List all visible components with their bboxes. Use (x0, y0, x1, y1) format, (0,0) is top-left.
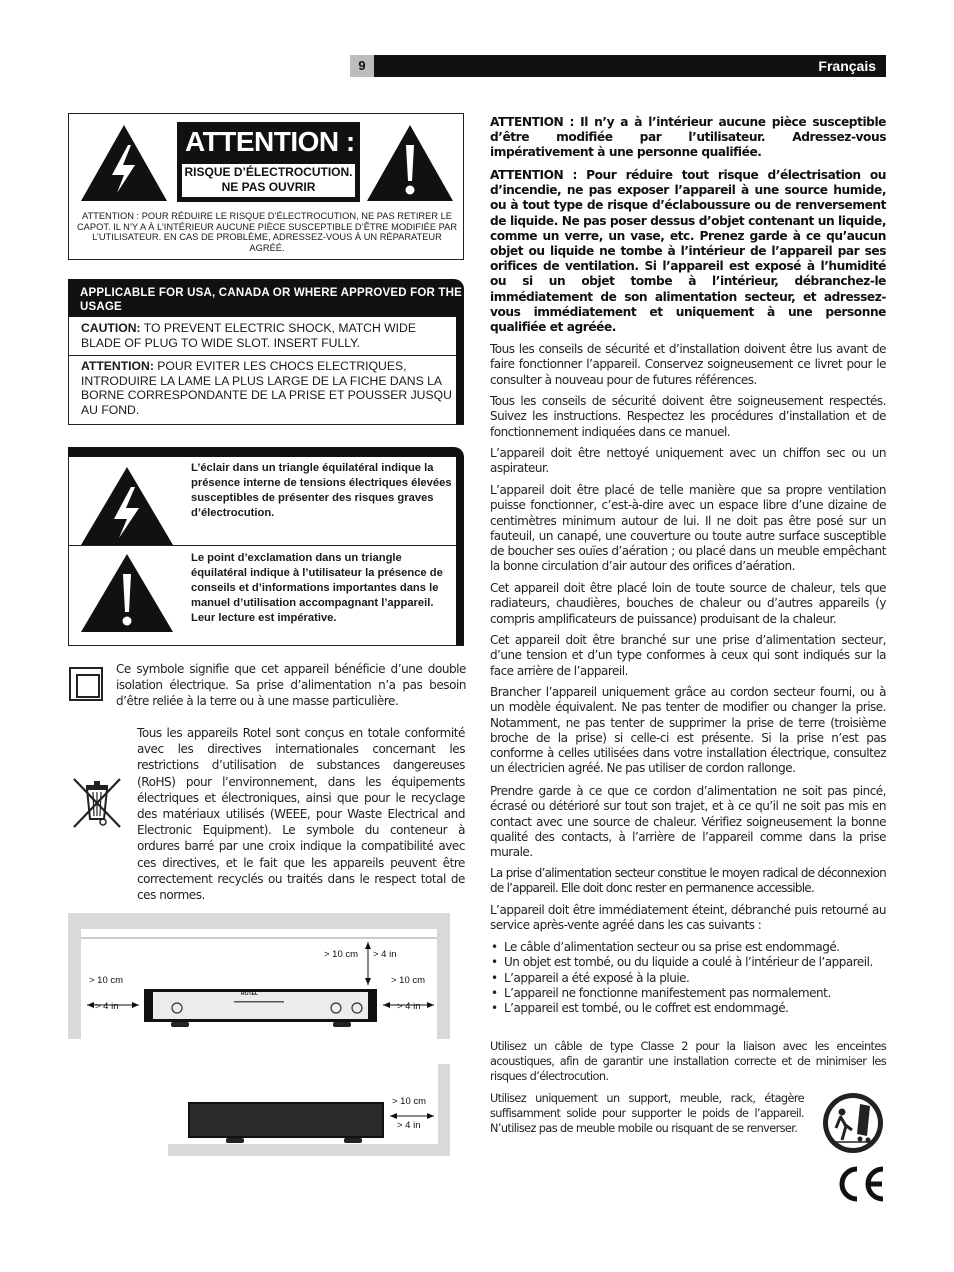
left-clearance-in: > 4 in (95, 1001, 119, 1012)
page-header (350, 55, 886, 77)
right-clearance-in: > 4 in (397, 1001, 421, 1012)
diagram-area (81, 929, 437, 1039)
safety-paragraph-10: L’appareil doit être immédiatement éteint, débranché puis retourné au service après-vente agréé dans les cas suivants : (490, 903, 886, 933)
ce-mark-icon (833, 1164, 887, 1204)
plug-heading: APPLICABLE FOR USA, CANADA OR WHERE APPROVED FOR THE USAGE (68, 279, 464, 317)
ventilation-diagram-front (68, 913, 450, 1039)
language-label: Français (818, 58, 876, 74)
subtitle-line-2: NE PAS OUVRIR (221, 180, 316, 194)
safety-paragraph-2: Tous les conseils de sécurité doivent être soigneusement respectés. Suivez les instructions. Respectez les procédures d’installation et de fonctionnement indiquées dans ce manuel. (490, 394, 886, 439)
safety-paragraph-1: Tous les conseils de sécurité et d’installation doivent être lus avant de faire fonctionner l’appareil. Conservez soigneusement ce livret pour le consulter à nouveau pour de futures références. (490, 342, 886, 387)
plug-body (68, 317, 464, 425)
weee-bin-icon (70, 775, 124, 831)
rohs-weee-text: Tous les appareils Rotel sont conçus en totale conformité avec les directives internationales concernant les restrictions d’utilisation de substances dangereuses (RoHS) pour l’environnement, dans les équipements électriques et électroniques, ainsi que pour le recyclage des matériaux utilisés (WEEE, pour Waste Electrical and Electronic Equipment). Le symbole du conteneur à ordures barré par une croix indique la compatibilité avec ces directives, et le fait que les appareils peuvent être correctement recyclés ou traités dans le respect total de ces normes. (137, 726, 465, 903)
panel-top-bar (68, 447, 464, 457)
exclamation-triangle-icon (79, 552, 175, 634)
divider (69, 355, 457, 356)
safety-paragraph-4: L’appareil doit être placé de telle manière que sa propre ventilation puisse fonctionner, c’est-à-dire avec un espace libre d’une dizaine de centimètres minimum autour de lui. Il ne doit pas être posé sur un fauteuil, un canapé, une couverture ou toute autre surface susceptible de boucher ses ouïes d’aération ; ou placé dans un meuble empêchant la bonne circulation d’air autour des orifices d’aération. (490, 483, 886, 574)
double-insulation-icon (69, 667, 103, 701)
attention-label: ATTENTION: (81, 359, 154, 373)
subtitle-line-1: RISQUE D’ÉLECTROCUTION. (184, 165, 353, 179)
divider (69, 545, 457, 546)
list-item: • Le câble d’alimentation secteur ou sa prise est endommagé. (490, 940, 886, 955)
list-item: • L’appareil ne fonctionne manifestement pas normalement. (490, 986, 886, 1001)
safety-paragraph-3: L’appareil doit être nettoyé uniquement avec un chiffon sec ou un aspirateur. (490, 446, 886, 476)
caution-label: CAUTION: (81, 321, 141, 335)
attention-label-box (177, 122, 360, 202)
safety-paragraph-8: Prendre garde à ce que ce cordon d’alimentation ne soit pas pincé, écrasé ou détérioré sur tout son trajet, et à ce qu’il ne soit pas mis en contact avec une source de chaleur. Vérifiez soigneusement la bonne qualité des contacts, à l’arrière de l’appareil comme dans la prise murale. (490, 784, 886, 860)
caution-body: TO PREVENT ELECTRIC SHOCK, MATCH WIDE BLADE OF PLUG TO WIDE SLOT. INSERT FULLY. (81, 321, 416, 350)
device-brand-logo: ROTEL (241, 991, 258, 997)
lightning-description: L’éclair dans un triangle équilatéral indique la présence interne de tensions électriques élevées susceptibles de présenter des risques graves d’électrocution. (191, 462, 452, 519)
diagram-area (168, 1064, 438, 1144)
list-item: • L’appareil est tombé, ou le coffret est endommagé. (490, 1001, 886, 1016)
ventilation-diagram-side (168, 1064, 450, 1156)
safety-paragraph-6: Cet appareil doit être branché sur une prise d’alimentation secteur, d’une tension et d’un type conformes à ceux qui sont indiqués sur la face arrière de l’appareil. (490, 633, 886, 678)
warning-paragraph-1: ATTENTION : Il n’y a à l’intérieur aucune pièce susceptible d’être modifiée par l’utilisateur. Adressez-vous impérativement à une personne qualifiée. (490, 115, 886, 160)
top-clearance-cm: > 10 cm (324, 949, 359, 960)
top-clearance-in: > 4 in (373, 949, 397, 960)
attention-note: ATTENTION : POUR RÉDUIRE LE RISQUE D’ÉLECTROCUTION, NE PAS RETIRER LE CAPOT. IL N’Y A À L’INTÉRIEUR AUCUNE PIÈCE SUSCEPTIBLE D’ÊTRE MODIFIÉE PAR L’UTILISATEUR. EN CAS DE PROBLÈME, ADRESSEZ-VOUS À UN RÉPARATEUR AGRÉÉ. (76, 211, 458, 253)
exclamation-description: Le point d’exclamation dans un triangle équilatéral indique à l’utilisateur la présence de conseils et d’informations importantes dans le manuel d’utilisation accompagnant l’appareil. Leur lecture est impérative. (191, 552, 443, 624)
support-paragraph: Utilisez uniquement un support, meuble, rack, étagère suffisamment solide pour supporter le poids de l’appareil. N’utilisez pas de meuble mobile ou risquant de se renverser. (490, 1092, 804, 1135)
side-clearance-cm: > 10 cm (392, 1096, 427, 1107)
page-number: 9 (350, 55, 374, 77)
symbol-explanation-panel (68, 447, 464, 646)
caution-text (81, 321, 457, 350)
symbol-body (68, 457, 464, 646)
list-item: • Un objet est tombé, ou du liquide a coulé à l’intérieur de l’appareil. (490, 955, 886, 970)
right-clearance-cm: > 10 cm (391, 975, 426, 986)
warning-paragraph-2: ATTENTION : Pour réduire tout risque d’électrisation ou d’incendie, ne pas exposer l’appareil à une source humide, ou à tout type de risque d’éclaboussure ou de renversement de liquide. Ne pas poser dessus d’objet contenant un liquide, comme un verre, un vase, etc. Prenez garde à ce qu’aucun objet ou liquide ne tombe à l’intérieur de l’appareil par ses orifices de ventilation. Si l’appareil est exposé à l’humidité ou si un objet tombe à l’intérieur, débranchez-le immédiatement de son alimentation secteur, et adressez-vous immédiatement et uniquement à une personne qualifiée et agréée. (490, 168, 886, 335)
attention-subtitle (182, 164, 355, 197)
attention-panel (68, 113, 464, 260)
safety-paragraph-5: Cet appareil doit être placé loin de toute source de chaleur, tels que radiateurs, chaudières, bouches de chaleur ou d’autres appareils (y compris amplificateurs de puissance) produisant de la chaleur. (490, 581, 886, 626)
double-insulation-text: Ce symbole signifie que cet appareil bénéficie d’une double isolation électrique. Sa prise d’alimentation n’a pas besoin d’être reliée à la terre ou à une masse particulière. (116, 662, 466, 709)
speaker-cable-paragraph: Utilisez un câble de type Classe 2 pour la liaison avec les enceintes acoustiques, afin de garantir une installation correcte et de minimiser les risques d’électrocution. (490, 1040, 886, 1083)
safety-paragraph-7: Brancher l’appareil uniquement grâce au cordon secteur fourni, ou à un modèle équivalent. Ne pas tenter de modifier ou changer la prise. Notamment, ne pas tenter de supprimer la prise de terre (troisième broche de la prise) si celle-ci est présente. Si la prise n’est pas conforme à celles utilisées dans votre installation électrique, consultez un électricien agréé. Ne pas utiliser de cordon rallonge. (490, 685, 886, 776)
safety-paragraph-9: La prise d’alimentation secteur constitue le moyen radical de déconnexion de l’appareil. Elle doit donc rester en permanence accessible. (490, 866, 886, 896)
list-item: • L’appareil a été exposé à la pluie. (490, 971, 886, 986)
service-conditions-list (490, 940, 886, 1016)
attention-text (81, 359, 457, 417)
left-clearance-cm: > 10 cm (89, 975, 124, 986)
lightning-triangle-icon (79, 123, 169, 203)
attention-title: ATTENTION : (185, 126, 355, 157)
plug-warning-panel (68, 279, 464, 425)
lightning-triangle-icon (79, 465, 175, 547)
side-clearance-in: > 4 in (397, 1120, 421, 1131)
attention-body: POUR EVITER LES CHOCS ELECTRIQUES, INTRODUIRE LA LAME LA PLUS LARGE DE LA FICHE DANS LA BORNE CORRESPONDANTE DE LA PRISE ET POUSSER JUSQU AU FOND. (81, 359, 452, 417)
exclamation-triangle-icon (365, 123, 455, 203)
cart-tipover-icon (820, 1092, 886, 1154)
